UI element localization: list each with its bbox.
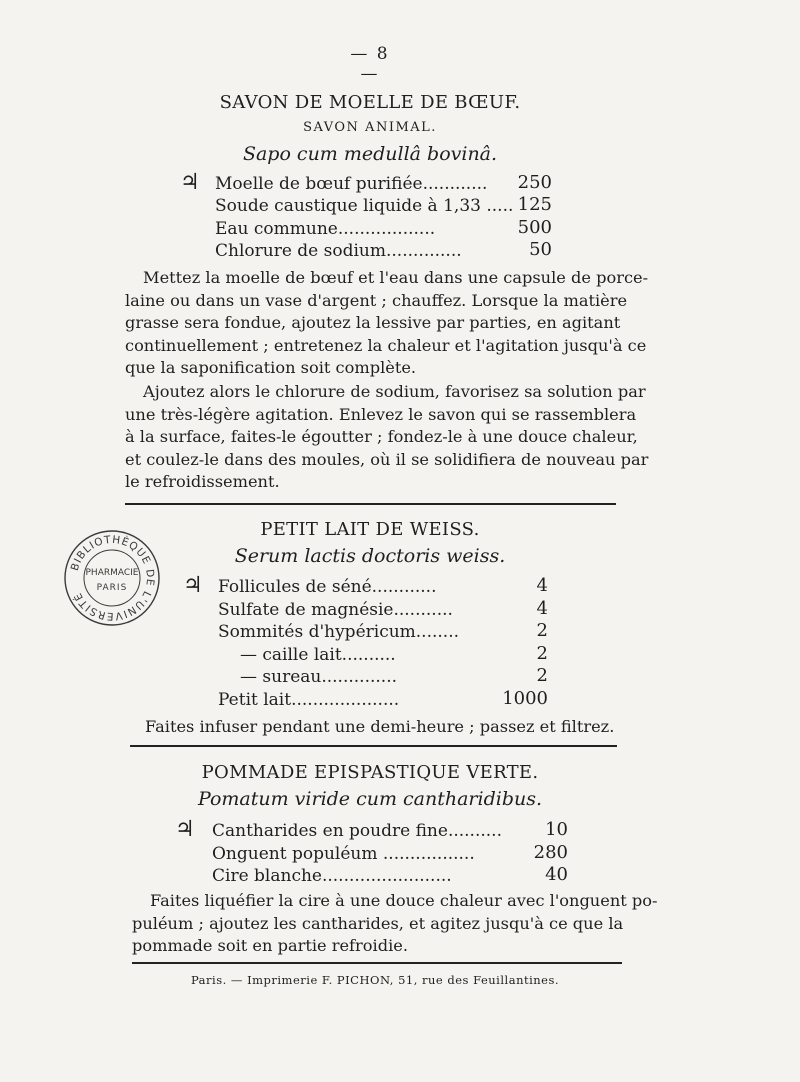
- ingredient-name: Cire blanche........................: [212, 866, 452, 886]
- paragraph-line: une très-légère agitation. Enlevez le savon qui se rassemblera: [125, 404, 637, 424]
- paragraph-line: grasse sera fondue, ajoutez la lessive par parties, en agitant: [125, 313, 621, 333]
- page-bottom-rule: [132, 962, 622, 964]
- ingredient-qty: 500: [517, 217, 552, 238]
- latin-name-petit-lait: Serum lactis doctoris weiss.: [234, 545, 506, 567]
- paragraph-line: Faites liquéfier la cire à une douce chaleur avec l'onguent po-: [150, 891, 658, 910]
- paragraph-finish: [125, 381, 649, 494]
- stamp-paris-text: PARIS: [96, 583, 128, 593]
- ingredient-name: Follicules de séné............: [218, 577, 437, 597]
- ingredient-qty: 50: [529, 239, 552, 260]
- paragraph-line: pommade soit en partie refroidie.: [132, 936, 408, 956]
- section-divider: [130, 745, 617, 747]
- ingredient-qty: 4: [536, 598, 548, 619]
- instruction-petit-lait: [145, 716, 615, 739]
- paragraph-line: Faites infuser pendant une demi-heure ; passez et filtrez.: [145, 717, 615, 736]
- latin-name-savon: Sapo cum medullâ bovinâ.: [242, 143, 498, 165]
- ingredient-qty: 40: [545, 864, 568, 885]
- stamp-outer-text: BIBLIOTHÈQUE DE L'UNIVERSITÉ: [68, 533, 157, 623]
- ingredient-qty: 2: [536, 643, 548, 664]
- printer-footer: Paris. — Imprimerie F. PICHON, 51, rue des Feuillantines.: [190, 973, 560, 987]
- paragraph-preparation: [125, 267, 649, 380]
- ingredient-name: Sulfate de magnésie...........: [218, 600, 453, 620]
- paragraph-line: Mettez la moelle de bœuf et l'eau dans une capsule de porce-: [143, 268, 649, 287]
- ingredient-qty: 4: [536, 575, 548, 596]
- ingredient-qty: 2: [536, 620, 548, 641]
- ingredient-name: Chlorure de sodium..............: [215, 241, 462, 261]
- section-subtitle-savon: SAVON ANIMAL.: [303, 120, 437, 135]
- ingredient-name: — sureau..............: [240, 667, 398, 687]
- page-number: — 8 —: [350, 44, 390, 84]
- paragraph-line: à la surface, faites-le égoutter ; fondez-le à une douce chaleur,: [125, 427, 638, 447]
- stamp-seal-icon: [62, 528, 162, 628]
- ingredient-name: Onguent populéum .................: [212, 844, 475, 864]
- paragraph-line: et coulez-le dans des moules, où il se solidifiera de nouveau par: [125, 449, 649, 469]
- recipe-symbol-icon: ♃: [175, 817, 195, 842]
- ingredient-name: Sommités d'hypéricum........: [218, 622, 460, 642]
- section-divider: [125, 503, 616, 505]
- recipe-symbol-icon: ♃: [180, 170, 200, 195]
- section-title-petit-lait: PETIT LAIT DE WEISS.: [260, 519, 480, 540]
- section-title-pommade: POMMADE EPISPASTIQUE VERTE.: [201, 762, 539, 783]
- ingredient-qty: 2: [536, 665, 548, 686]
- ingredient-name: Moelle de bœuf purifiée............: [215, 174, 488, 194]
- latin-name-pommade: Pomatum viride cum cantharidibus.: [197, 788, 543, 810]
- ingredient-name: Cantharides en poudre fine..........: [212, 821, 502, 841]
- ingredient-name: — caille lait..........: [240, 645, 396, 665]
- paragraph-line: laine ou dans un vase d'argent ; chauffez. Lorsque la matière: [125, 290, 628, 310]
- ingredient-name: Eau commune..................: [215, 219, 436, 239]
- ingredient-qty: 10: [545, 819, 568, 840]
- ingredient-name: Soude caustique liquide à 1,33 .....: [215, 196, 514, 216]
- section-title-savon: SAVON DE MOELLE DE BŒUF.: [219, 92, 521, 113]
- paragraph-line: continuellement ; entretenez la chaleur et l'agitation jusqu'à ce: [125, 335, 647, 355]
- ingredient-name: Petit lait....................: [218, 690, 400, 710]
- paragraph-pommade: [132, 890, 658, 958]
- library-stamp: [62, 528, 162, 628]
- stamp-pharmacie-text: PHARMACIE: [85, 568, 139, 578]
- ingredient-qty: 280: [533, 842, 568, 863]
- ingredient-qty: 125: [517, 194, 552, 215]
- paragraph-line: puléum ; ajoutez les cantharides, et agitez jusqu'à ce que la: [132, 913, 624, 933]
- paragraph-line: que la saponification soit complète.: [125, 358, 417, 378]
- paragraph-line: le refroidissement.: [125, 472, 280, 492]
- ingredient-qty: 250: [517, 172, 552, 193]
- recipe-symbol-icon: ♃: [183, 573, 203, 598]
- paragraph-line: Ajoutez alors le chlorure de sodium, favorisez sa solution par: [143, 382, 646, 401]
- ingredient-qty: 1000: [502, 688, 548, 709]
